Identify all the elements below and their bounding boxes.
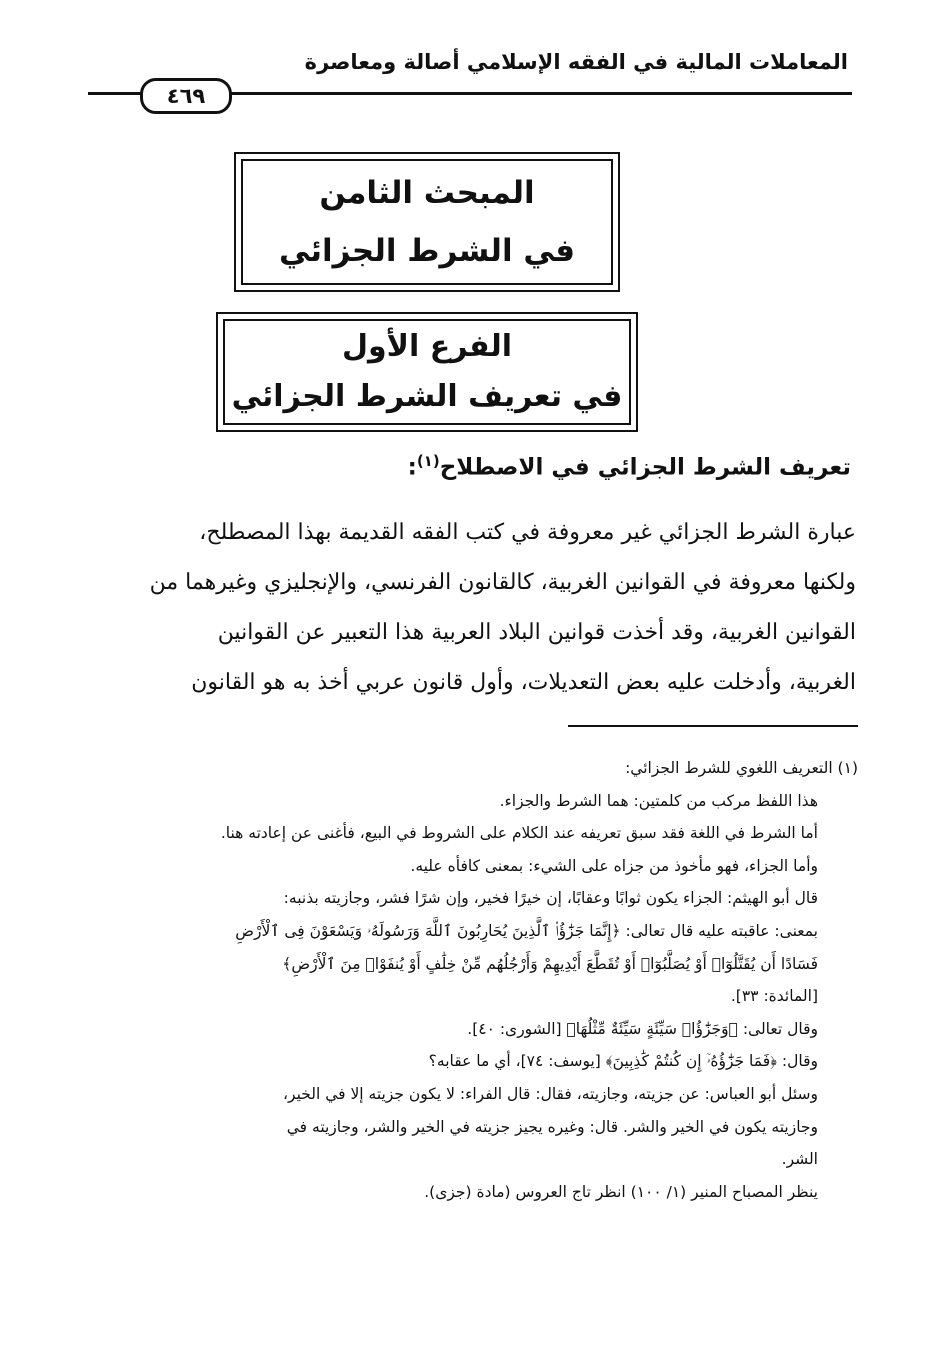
footnote-line-2: هذا اللفظ مركب من كلمتين: هما الشرط والجزاء. [499, 791, 818, 810]
section-title-line-1: المبحث الثامن [319, 175, 535, 211]
footnote-marker[interactable]: (١) [416, 452, 440, 470]
footnote-line-11: وسئل أبو العباس: عن جزيته، وجازيته، فقال: قال الفراء: لا يكون جزيته إلا في الخير، [283, 1084, 818, 1103]
footnote-line-4: وأما الجزاء، فهو مأخوذ من جزاه على الشيء: بمعنى كافأه عليه. [410, 856, 818, 875]
body-line-4: الغربية، وأدخلت عليه بعض التعديلات، وأول قانون عربي أخذ به هو القانون [191, 670, 856, 695]
footnote-line-5: قال أبو الهيثم: الجزاء يكون ثوابًا وعقابًا، إن خيرًا فخير، وإن شرًا فشر، وجازيته بذنبه: [283, 889, 818, 908]
subsection-title-frame [223, 319, 631, 425]
definition-heading [151, 452, 851, 481]
subsection-title-box [216, 312, 638, 432]
body-line-1: عبارة الشرط الجزائي غير معروفة في كتب الفقه القديمة بهذا المصطلح، [199, 520, 856, 545]
body-line-2: ولكنها معروفة في القوانين الغربية، كالقانون الفرنسي، والإنجليزي وغيرهما من [149, 570, 856, 595]
definition-heading-text: تعريف الشرط الجزائي في الاصطلاح [439, 454, 851, 481]
footnote-line-1: (١) التعريف اللغوي للشرط الجزائي: [625, 759, 858, 777]
section-title-frame [241, 159, 613, 285]
footnotes [78, 752, 858, 1208]
footnote-line-8: [المائدة: ٣٣]. [730, 987, 818, 1006]
footnote-line-14: ينظر المصباح المنير (١/ ١٠٠) انظر تاج العروس (مادة (جزى). [424, 1182, 818, 1201]
subsection-title-line-2: في تعريف الشرط الجزائي [231, 379, 623, 414]
footnote-line-10: وقال: ﴿فَمَا جَزَٰٓؤُهُۥٓ إِن كُنتُمْ كَٰذِبِينَ﴾ [يوسف: ٧٤]، أي ما عقابه؟ [428, 1052, 818, 1071]
section-title-line-2: في الشرط الجزائي [278, 233, 576, 269]
subsection-title-line-1: الفرع الأول [341, 329, 513, 364]
footnote-line-13: الشر. [781, 1150, 818, 1169]
running-title: المعاملات المالية في الفقه الإسلامي أصالة ومعاصرة [304, 50, 848, 74]
body-paragraph [78, 508, 856, 708]
footnote-line-3: أما الشرط في اللغة فقد سبق تعريفه عند الكلام على الشروط في البيع، فأغنى عن إعادته هنا. [220, 824, 818, 843]
heading-colon: : [407, 454, 417, 481]
footnote-line-7: فَسَادًا أَن يُقَتَّلُوٓا۟ أَوْ يُصَلَّبُوٓا۟ أَوْ تُقَطَّعَ أَيْدِيهِمْ وَأَرْجُلُهُم مِّنْ خِلَٰفٍ أَوْ يُنفَوْا۟ مِنَ ٱلْأَرْضِ﴾ [282, 954, 818, 973]
footnote-separator [568, 725, 858, 727]
body-line-3: القوانين الغربية، وقد أخذت قوانين البلاد العربية هذا التعبير عن القوانين [217, 620, 856, 645]
section-title-box [234, 152, 620, 292]
page-number: ٤٦٩ [140, 78, 232, 114]
footnote-line-9: وقال تعالى: ﴿وَجَزَٰٓؤُا۟ سَيِّئَةٍ سَيِّئَةٌ مِّثْلُهَا﴾ [الشورى: ٤٠]. [467, 1019, 818, 1038]
footnote-line-12: وجازيته يكون في الخير والشر. قال: وغيره يجيز جزيته في الخير والشر، وجازيته في [286, 1117, 818, 1136]
footnote-line-6: بمعنى: عاقبته عليه قال تعالى: ﴿إِنَّمَا جَزَٰٓؤُا۟ ٱلَّذِينَ يُحَارِبُونَ ٱللَّهَ وَرَسُولَهُۥ وَيَسْعَوْنَ فِى ٱلْأَرْضِ [235, 921, 818, 940]
